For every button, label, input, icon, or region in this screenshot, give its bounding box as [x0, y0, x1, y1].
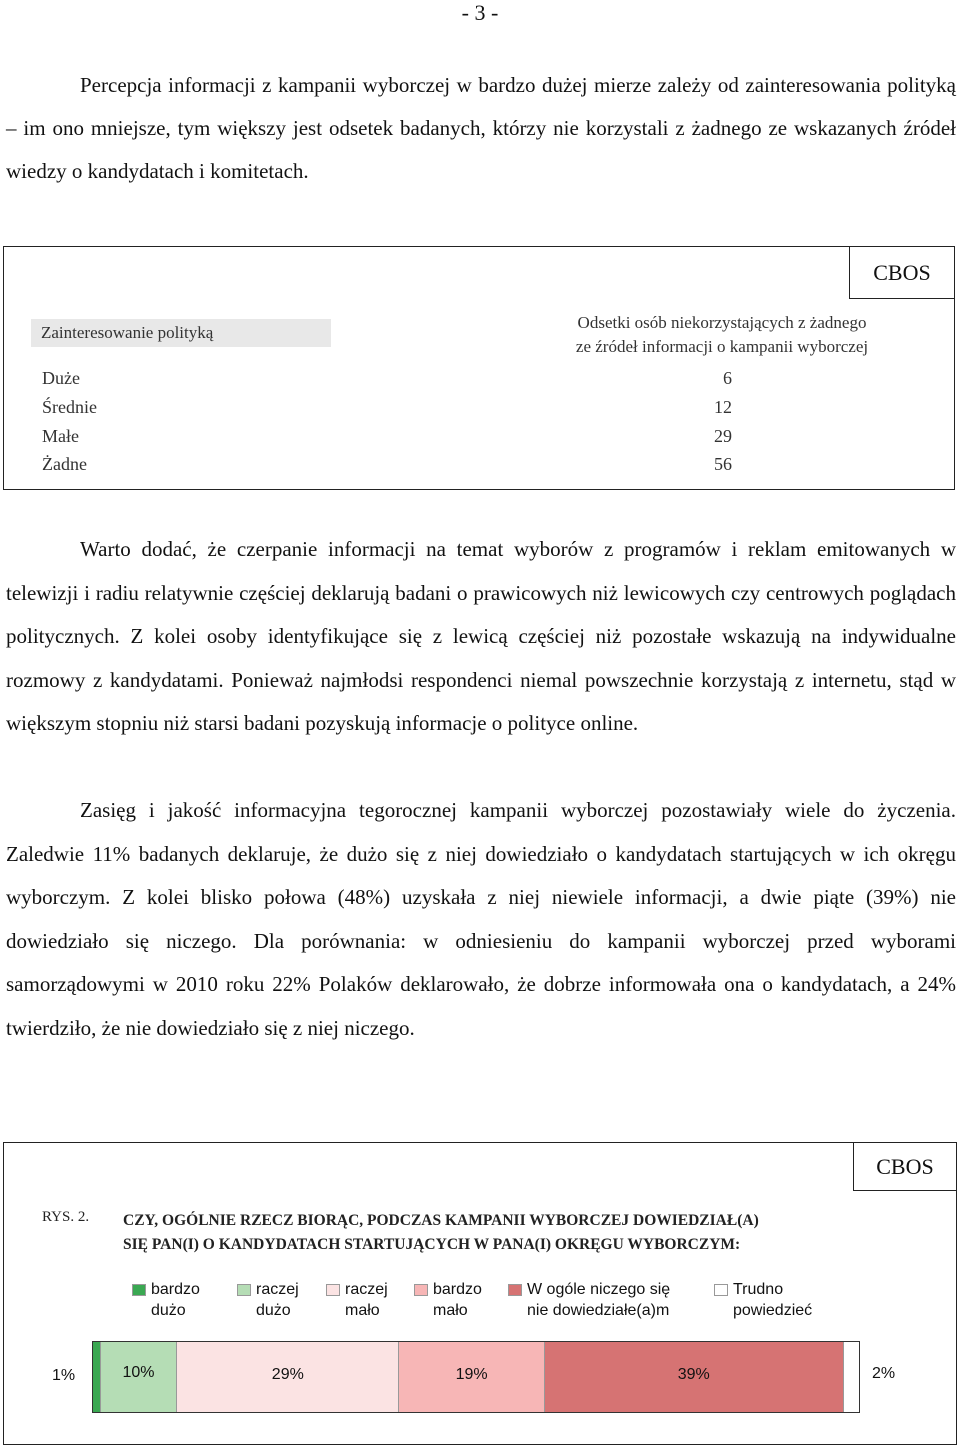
bar-segment: [545, 1342, 844, 1412]
data-label: 39%: [677, 1366, 710, 1383]
column-header-interest: Zainteresowanie polityką: [31, 319, 331, 347]
row-value: 56: [714, 454, 732, 474]
legend-swatch: [132, 1284, 146, 1296]
source-label: CBOS: [853, 1142, 957, 1191]
data-label: 19%: [455, 1366, 488, 1383]
row-label: Średnie: [42, 397, 97, 417]
data-label: 2%: [872, 1365, 896, 1382]
figure-title-line: SIĘ PAN(I) O KANDYDATACH STARTUJĄCYCH W PANA(I) OKRĘGU WYBORCZYM:: [123, 1236, 741, 1253]
bar-segment: [844, 1342, 859, 1412]
data-label: 1%: [52, 1367, 76, 1384]
source-label: CBOS: [849, 246, 955, 299]
table-interest-politics: [3, 246, 955, 490]
data-label: 10%: [122, 1364, 155, 1381]
row-value: 29: [714, 426, 732, 446]
bar-segment: [101, 1342, 178, 1412]
table-row: [42, 397, 742, 425]
stacked-bar: [92, 1341, 860, 1413]
column-header-percent: [522, 311, 922, 359]
legend-label: W ogóle niczego się nie dowiedziałe(a)m: [527, 1281, 671, 1319]
row-value: 6: [723, 368, 732, 388]
page-number: - 3 -: [461, 0, 499, 25]
paragraph-campaign-reach: Zasięg i jakość informacyjna tegorocznej kampanii wyborczej pozostawiały wiele do życzenia. Zaledwie 11% badanych deklaruje, że dużo się z niej dowiedziało o kandydatach startujących w ich okręgu wyborczym. Z kolei blisko połowa (48%) uzyskała z niej niewiele informacji, a dwie piąte (39%) nie dowiedziało się niczego. Dla porównania: w odniesieniu do kampanii wyborczej przed wyborami samorządowymi w 2010 roku 22% Polaków deklarowało, że dobrze informowała ona o kandydatach, a 24% twierdziło, że nie dowiedziało się z niej niczego.: [6, 798, 956, 1040]
legend-swatch: [326, 1284, 340, 1296]
data-label: 29%: [271, 1366, 304, 1383]
legend-label: bardzo mało: [433, 1281, 482, 1319]
paragraph-interest: Percepcja informacji z kampanii wyborczej w bardzo dużej mierze zależy od zainteresowania polityką – im ono mniejsze, tym większy jest odsetek badanych, którzy nie korzystali z żadnego ze wskazanych źródeł wiedzy o kandydatach i komitetach.: [6, 73, 956, 183]
bar-segment: [399, 1342, 545, 1412]
row-label: Żadne: [42, 454, 87, 474]
chart-legend: [4, 1279, 958, 1329]
row-label: Małe: [42, 426, 79, 446]
legend-label: bardzo dużo: [151, 1281, 200, 1319]
row-label: Duże: [42, 368, 80, 388]
legend-swatch: [714, 1284, 728, 1296]
column-header-line: ze źródeł informacji o kampanii wyborczej: [575, 337, 869, 356]
column-header-line: Odsetki osób niekorzystających z żadnego: [577, 313, 867, 332]
legend-swatch: [508, 1284, 522, 1296]
bar-segment: [93, 1342, 101, 1412]
figure-label: RYS. 2.: [42, 1209, 90, 1225]
legend-label: Trudno powiedzieć: [733, 1281, 813, 1319]
legend-label: raczej dużo: [256, 1281, 299, 1319]
legend-swatch: [237, 1284, 251, 1296]
table-row: [42, 454, 742, 482]
row-value: 12: [714, 397, 732, 417]
figure-title-line: CZY, OGÓLNIE RZECZ BIORĄC, PODCZAS KAMPANII WYBORCZEJ DOWIEDZIAŁ(A): [123, 1212, 759, 1229]
legend-label: raczej mało: [345, 1281, 388, 1319]
table-row: [42, 368, 742, 396]
bar-segment: [177, 1342, 399, 1412]
figure-campaign-info: [3, 1142, 957, 1445]
table-row: [42, 426, 742, 454]
legend-swatch: [414, 1284, 428, 1296]
figure-title: [123, 1209, 923, 1257]
paragraph-media-sources: Warto dodać, że czerpanie informacji na temat wyborów z programów i reklam emitowanych w telewizji i radiu relatywnie częściej deklarują badani o prawicowych niż lewicowych czy centrowych poglądach politycznych. Z kolei osoby identyfikujące się z lewicą częściej niż pozostałe wskazują na indywidualne rozmowy z kandydatami. Ponieważ najmłodsi respondenci niemal powszechnie korzystają z internetu, stąd w większym stopniu niż starsi badani pozyskują informacje o polityce online.: [6, 537, 956, 735]
